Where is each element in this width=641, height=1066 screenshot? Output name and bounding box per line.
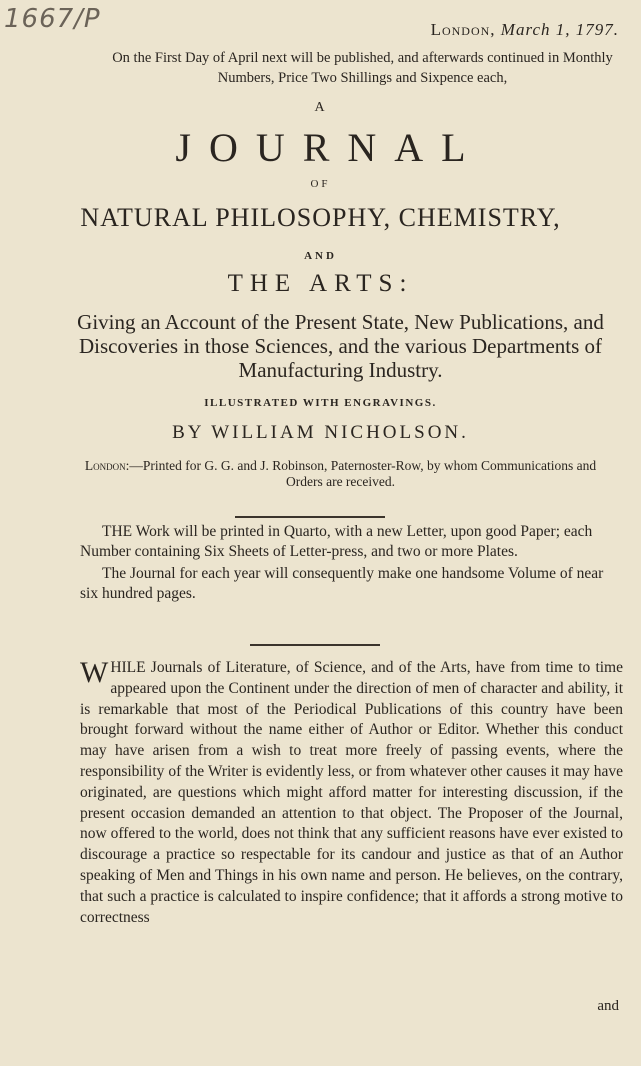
body-text: HILE Journals of Literature, of Science, and of the Arts, have from time to time appeared upon the Continent under the direction of men of character and ability, it is remarkable that most of the Periodical Publications of this country have been brought forward without the name either of Author or Editor. Whether this conduct may have arisen from a wish to treat more freely of passing events, where the responsibility of the Writer is evidently less, or from whatever other causes it may have originated, are questions which might afford matter for interesting discussion, if the present occasion demanded an attention to that object. The Proposer of the Journal, now offered to the world, does not think that any sufficient reasons have ever existed to discourage a practice so respectable for its candour and justice as that of an Author speaking of Men and Things in his own name and person. He believes, on the contrary, that such a practice is calculated to inspire confidence; that it affords a strong motive to correctness — [80, 659, 623, 926]
description: Giving an Account of the Present State, New Publications, and Discoveries in those Sciences, and the various Departments of Manufacturing Industry. — [77, 310, 604, 382]
work-paragraph: The Journal for each year will consequently make one handsome Volume of near six hundred pages. — [80, 565, 604, 602]
divider-rule — [250, 644, 380, 646]
dateline-date: March 1, 1797. — [500, 20, 619, 39]
catchword: and — [597, 998, 619, 1014]
drop-cap: W — [80, 656, 109, 689]
dateline-place: London, — [430, 20, 496, 39]
work-description — [80, 522, 623, 604]
work-paragraph: THE Work will be printed in Quarto, with a new Letter, upon good Paper; each Number containing Six Sheets of Letter-press, and two or more Plates. — [80, 523, 593, 560]
dateline — [431, 20, 619, 40]
title-main: JOURNAL — [175, 125, 484, 170]
byline: BY WILLIAM NICHOLSON. — [172, 422, 469, 443]
announcement: On the First Day of April next will be published, and afterwards continued in Monthly Numbers, Price Two Shillings and Sixpence each, — [112, 50, 613, 86]
body-paragraph — [80, 658, 623, 928]
title-of: OF — [310, 178, 331, 190]
divider-rule — [235, 516, 385, 518]
manuscript-note: 1667/P — [4, 4, 101, 34]
title-subjects: NATURAL PHILOSOPHY, CHEMISTRY, — [80, 203, 561, 232]
title-arts: THE ARTS: — [227, 270, 414, 297]
title-article: A — [314, 100, 327, 115]
printer-imprint — [80, 458, 601, 490]
title-and: AND — [304, 250, 337, 262]
printer-place: London — [84, 458, 126, 473]
illustrated-note: ILLUSTRATED WITH ENGRAVINGS. — [204, 397, 437, 409]
printer-text: :—Printed for G. G. and J. Robinson, Paternoster-Row, by whom Communications and Orders are received. — [125, 458, 597, 489]
